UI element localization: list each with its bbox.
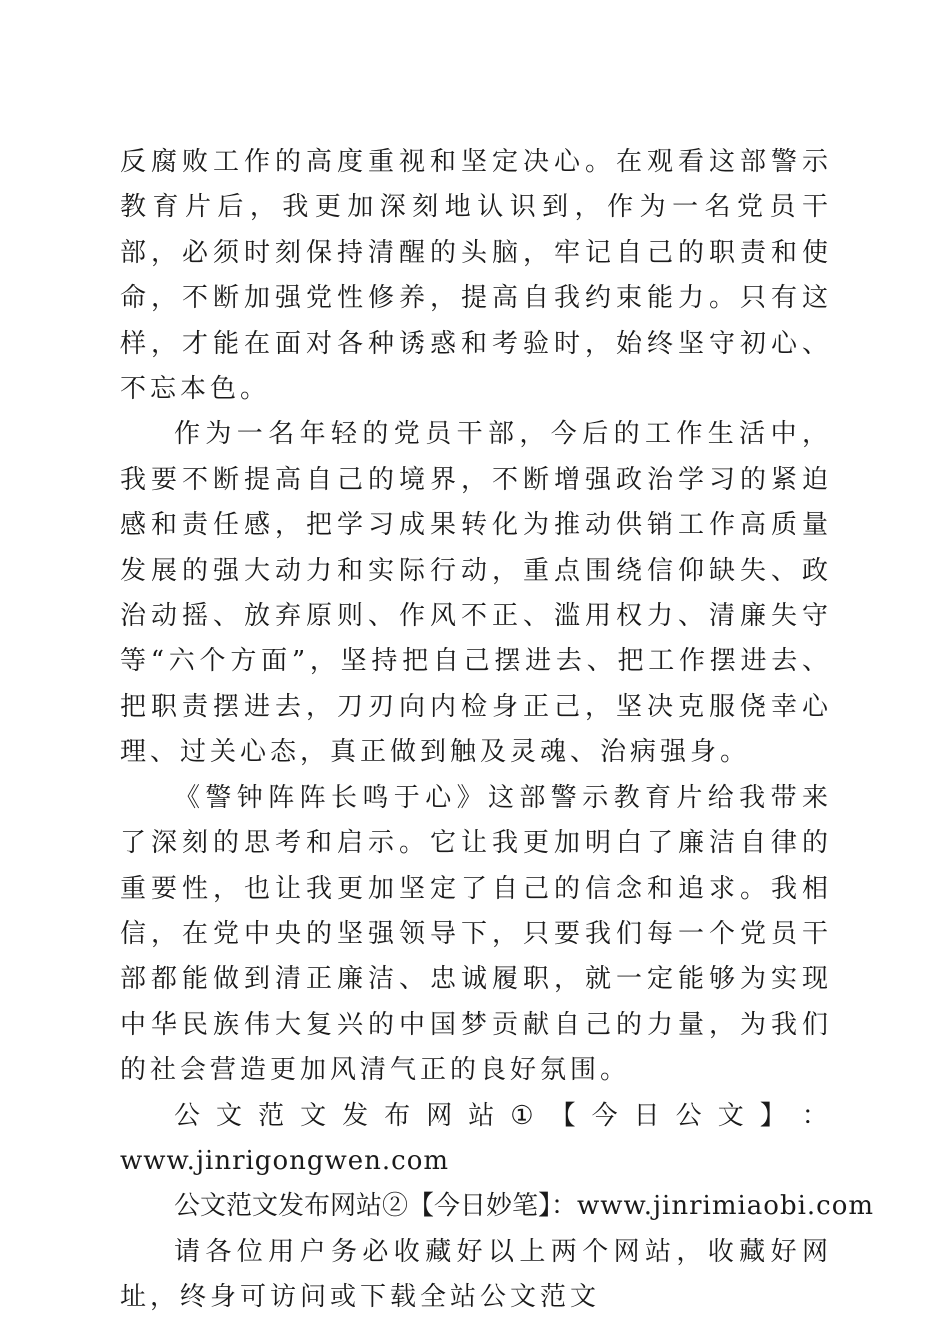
site-1-label-char: 布 xyxy=(384,1100,415,1131)
site-1-label-char: 文 xyxy=(300,1100,331,1131)
site-1-label-char: 范 xyxy=(258,1100,289,1131)
site-1-label-char: 网 xyxy=(426,1100,457,1131)
site-2-label: 公文范文发布网站②【今日妙笔】： xyxy=(174,1191,578,1222)
site-1-label-char: 今 xyxy=(591,1100,622,1131)
site-1-label-char: 公 xyxy=(675,1100,706,1131)
paragraph-bookmark-notice: 请各位用户务必收藏好以上两个网站，收藏好网址，终身可访问或下载全站公文范文 xyxy=(120,1236,832,1313)
paragraph-warning-film: 《警钟阵阵长鸣于心》这部警示教育片给我带来了深刻的思考和启示。它让我更加明白了廉洁自律的重要性，也让我更加坚定了自己的信念和追求。我相信，在党中央的坚强领导下，只要我们每一个党员干部都能做到清正廉洁、忠诚履职，就一定能够为实现中华民族伟大复兴的中国梦贡献自己的力量，为我们的社会营造更加风清气正的良好氛围。 xyxy=(120,782,832,1086)
paragraph-young-party-member: 作为一名年轻的党员干部，今后的工作生活中，我要不断提高自己的境界，不断增强政治学习的紧迫感和责任感，把学习成果转化为推动供销工作高质量发展的强大动力和实际行动，重点围绕信仰缺失、政治动摇、放弃原则、作风不正、滥用权力、清廉失守等“六个方面”，坚持把自己摆进去、把工作摆进去、把职责摆进去，刀刃向内检身正己，坚决克服侥幸心理、过关心态，真正做到触及灵魂、治病强身。 xyxy=(120,419,832,768)
document-body xyxy=(120,140,875,1321)
site-1-label-char: 日 xyxy=(633,1100,664,1131)
site-1-label-char: ① xyxy=(510,1100,538,1131)
site-1-label-char: 】 xyxy=(759,1100,790,1131)
site-2-url[interactable]: www.jinrimiaobi.com xyxy=(577,1191,875,1222)
site-2-line xyxy=(120,1184,875,1229)
site-1-label-char: 发 xyxy=(342,1100,373,1131)
site-1-label-char: 文 xyxy=(216,1100,247,1131)
site-1-url[interactable]: www.jinrigongwen.com xyxy=(120,1145,450,1176)
site-1-label-char: 【 xyxy=(549,1100,580,1131)
site-1-label-char: ： xyxy=(801,1100,832,1131)
site-1-label-char: 公 xyxy=(174,1100,205,1131)
site-1-block xyxy=(120,1094,832,1185)
paragraph-anti-corruption: 反腐败工作的高度重视和坚定决心。在观看这部警示教育片后，我更加深刻地认识到，作为一名党员干部，必须时刻保持清醒的头脑，牢记自己的职责和使命，不断加强党性修养，提高自我约束能力。只有这样，才能在面对各种诱惑和考验时，始终坚守初心、不忘本色。 xyxy=(120,147,832,405)
site-1-label-char: 文 xyxy=(717,1100,748,1131)
site-1-label xyxy=(120,1094,832,1139)
site-1-label-char: 站 xyxy=(468,1100,499,1131)
